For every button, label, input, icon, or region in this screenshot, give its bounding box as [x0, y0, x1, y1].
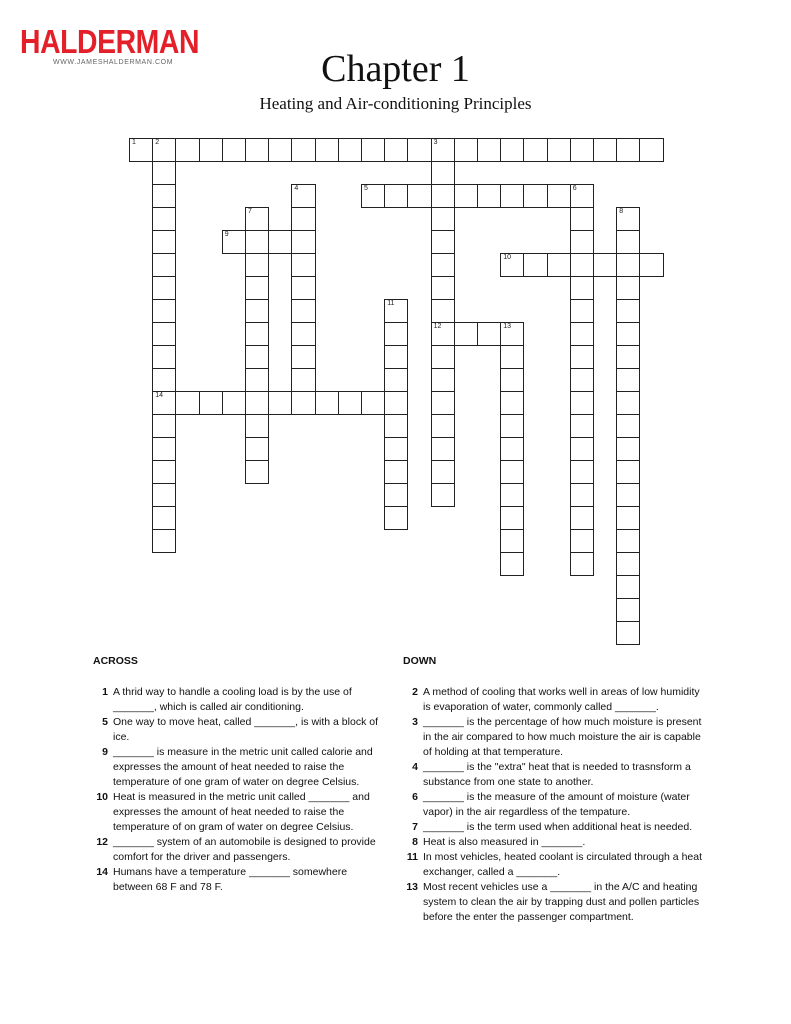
- crossword-cell[interactable]: [616, 345, 640, 369]
- clue-number: 1: [102, 686, 108, 698]
- clue-across-10: [93, 790, 383, 835]
- crossword-cell[interactable]: [500, 322, 524, 346]
- crossword-cell[interactable]: [570, 437, 594, 461]
- clue-text: _______ is the percentage of how much moisture is present in the air compared to how much moisture the air is capable of holding at that temperature.: [423, 716, 702, 758]
- clue-text: Most recent vehicles use a _______ in the A/C and heating system to clean the air by trapping dust and pollen particles before the enter the passenger compartment.: [423, 881, 700, 923]
- crossword-cell[interactable]: [547, 184, 571, 208]
- clue-down-8: [403, 835, 703, 850]
- crossword-cell[interactable]: [291, 138, 315, 162]
- crossword-cell[interactable]: [291, 391, 315, 415]
- crossword-cell[interactable]: [268, 230, 292, 254]
- page-title: Chapter 1: [321, 48, 470, 90]
- cell-number: 14: [155, 392, 163, 399]
- crossword-cell[interactable]: [384, 184, 408, 208]
- crossword-cell[interactable]: [152, 207, 176, 231]
- crossword-cell[interactable]: [454, 138, 478, 162]
- crossword-cell[interactable]: [291, 207, 315, 231]
- crossword-cell[interactable]: [616, 207, 640, 231]
- crossword-cell[interactable]: [152, 345, 176, 369]
- crossword-cell[interactable]: [431, 276, 455, 300]
- crossword-cell[interactable]: [570, 299, 594, 323]
- crossword-cell[interactable]: [152, 138, 176, 162]
- crossword-cell[interactable]: [547, 138, 571, 162]
- crossword-cell[interactable]: [616, 575, 640, 599]
- cell-number: 4: [294, 185, 299, 192]
- down-clues: [403, 655, 703, 925]
- crossword-cell[interactable]: [616, 276, 640, 300]
- crossword-cell[interactable]: [616, 437, 640, 461]
- crossword-cell[interactable]: [291, 368, 315, 392]
- crossword-cell[interactable]: [245, 253, 269, 277]
- crossword-cell[interactable]: [570, 184, 594, 208]
- clue-number: 10: [96, 791, 108, 803]
- crossword-cell[interactable]: [500, 529, 524, 553]
- clue-down-11: [403, 850, 703, 880]
- crossword-cell[interactable]: [616, 552, 640, 576]
- crossword-cell[interactable]: [477, 184, 501, 208]
- crossword-cell[interactable]: [431, 322, 455, 346]
- cell-number: 5: [364, 185, 368, 192]
- crossword-cell[interactable]: [175, 391, 199, 415]
- clue-across-1: [93, 685, 383, 715]
- clue-down-6: [403, 790, 703, 820]
- crossword-cell[interactable]: [500, 460, 524, 484]
- crossword-cell[interactable]: [152, 506, 176, 530]
- clue-text: _______ system of an automobile is designed to provide comfort for the driver and passengers.: [113, 836, 376, 863]
- crossword-cell[interactable]: [245, 345, 269, 369]
- cell-number: 11: [387, 300, 395, 307]
- crossword-cell[interactable]: [152, 253, 176, 277]
- crossword-cell[interactable]: [431, 299, 455, 323]
- crossword-cell[interactable]: [570, 230, 594, 254]
- crossword-cell[interactable]: [384, 414, 408, 438]
- clue-number: 12: [96, 836, 108, 848]
- crossword-cell[interactable]: [523, 184, 547, 208]
- clue-text: _______ is the term used when additional heat is needed.: [423, 821, 693, 833]
- crossword-cell[interactable]: [268, 138, 292, 162]
- crossword-cell[interactable]: [616, 506, 640, 530]
- clue-down-4: [403, 760, 703, 790]
- clue-across-5: [93, 715, 383, 745]
- crossword-cell[interactable]: [384, 437, 408, 461]
- crossword-cell[interactable]: [570, 391, 594, 415]
- crossword-cell[interactable]: [500, 552, 524, 576]
- crossword-cell[interactable]: [500, 138, 524, 162]
- crossword-cell[interactable]: [500, 184, 524, 208]
- crossword-cell[interactable]: [245, 138, 269, 162]
- crossword-cell[interactable]: [570, 483, 594, 507]
- crossword-cell[interactable]: [152, 322, 176, 346]
- crossword-cell[interactable]: [431, 184, 455, 208]
- clue-down-3: [403, 715, 703, 760]
- clue-text: Humans have a temperature _______ somewhere between 68 F and 78 F.: [113, 866, 348, 893]
- crossword-cell[interactable]: [431, 230, 455, 254]
- crossword-cell[interactable]: [407, 138, 431, 162]
- crossword-cell[interactable]: [361, 138, 385, 162]
- clue-across-12: [93, 835, 383, 865]
- crossword-cell[interactable]: [222, 230, 246, 254]
- crossword-cell[interactable]: [547, 253, 571, 277]
- clue-text: _______ is measure in the metric unit called calorie and expresses the amount of heat needed to raise the temperature of one gram of water on degree Celsius.: [113, 746, 373, 788]
- crossword-cell[interactable]: [500, 345, 524, 369]
- crossword-cell[interactable]: [616, 138, 640, 162]
- crossword-cell[interactable]: [500, 483, 524, 507]
- cell-number: 6: [572, 185, 577, 192]
- crossword-cell[interactable]: [431, 437, 455, 461]
- crossword-cell[interactable]: [245, 460, 269, 484]
- crossword-cell[interactable]: [291, 253, 315, 277]
- crossword-cell[interactable]: [152, 483, 176, 507]
- crossword-cell[interactable]: [616, 230, 640, 254]
- clue-number: 14: [96, 866, 108, 878]
- cell-number: 7: [248, 208, 252, 215]
- crossword-cell[interactable]: [500, 437, 524, 461]
- crossword-cell[interactable]: [500, 506, 524, 530]
- crossword-cell[interactable]: [570, 414, 594, 438]
- clue-number: 3: [412, 716, 418, 728]
- crossword-cell[interactable]: [384, 460, 408, 484]
- crossword-cell[interactable]: [222, 391, 246, 415]
- crossword-cell[interactable]: [523, 138, 547, 162]
- crossword-cell[interactable]: [500, 253, 524, 277]
- crossword-cell[interactable]: [384, 368, 408, 392]
- clue-number: 13: [406, 881, 418, 893]
- cell-number: 13: [503, 323, 511, 330]
- crossword-cell[interactable]: [152, 437, 176, 461]
- crossword-cell[interactable]: [570, 506, 594, 530]
- crossword-cell[interactable]: [245, 391, 269, 415]
- crossword-cell[interactable]: [431, 253, 455, 277]
- clue-text: Heat is measured in the metric unit called _______ and expresses the amount of heat needed to raise the temperature of on gram of water on degree Celsius.: [113, 791, 370, 833]
- crossword-cell[interactable]: [129, 138, 153, 162]
- crossword-cell[interactable]: [407, 184, 431, 208]
- crossword-cell[interactable]: [616, 414, 640, 438]
- clue-text: One way to move heat, called _______, is with a block of ice.: [113, 716, 378, 743]
- crossword-cell[interactable]: [570, 207, 594, 231]
- crossword-cell[interactable]: [616, 621, 640, 645]
- logo-wordmark: HALDERMAN: [20, 23, 200, 60]
- crossword-cell[interactable]: [245, 207, 269, 231]
- crossword-cell[interactable]: [477, 138, 501, 162]
- crossword-cell[interactable]: [245, 322, 269, 346]
- crossword-cell[interactable]: [384, 345, 408, 369]
- crossword-cell[interactable]: [570, 138, 594, 162]
- crossword-cell[interactable]: [454, 322, 478, 346]
- clue-text: _______ is the "extra" heat that is needed to trasnsform a substance from one state to another.: [423, 761, 691, 788]
- clue-across-9: [93, 745, 383, 790]
- cell-number: 9: [224, 231, 229, 238]
- crossword-cell[interactable]: [431, 345, 455, 369]
- crossword-cell[interactable]: [361, 184, 385, 208]
- cell-number: 3: [433, 139, 438, 146]
- crossword-cell[interactable]: [384, 391, 408, 415]
- crossword-cell[interactable]: [245, 437, 269, 461]
- crossword-cell[interactable]: [245, 414, 269, 438]
- crossword-cell[interactable]: [570, 322, 594, 346]
- crossword-cell[interactable]: [570, 460, 594, 484]
- clue-number: 2: [412, 686, 418, 698]
- crossword-cell[interactable]: [523, 253, 547, 277]
- crossword-cell[interactable]: [431, 391, 455, 415]
- across-clues: [93, 655, 383, 895]
- crossword-cell[interactable]: [570, 368, 594, 392]
- clue-across-14: [93, 865, 383, 895]
- crossword-cell[interactable]: [384, 506, 408, 530]
- crossword-cell[interactable]: [570, 276, 594, 300]
- crossword-cell[interactable]: [570, 253, 594, 277]
- down-heading: DOWN: [403, 655, 437, 667]
- clue-number: 9: [102, 746, 108, 758]
- cell-number: 12: [433, 323, 442, 330]
- crossword-cell[interactable]: [500, 368, 524, 392]
- clue-number: 7: [412, 821, 418, 833]
- crossword-cell[interactable]: [152, 414, 176, 438]
- crossword-cell[interactable]: [431, 414, 455, 438]
- crossword-cell[interactable]: [616, 322, 640, 346]
- crossword-cell[interactable]: [639, 253, 663, 277]
- clue-number: 8: [412, 836, 418, 848]
- crossword-cell[interactable]: [152, 460, 176, 484]
- clue-down-7: [403, 820, 703, 835]
- cell-number: 10: [503, 254, 511, 261]
- crossword-cell[interactable]: [616, 598, 640, 622]
- crossword-cell[interactable]: [152, 230, 176, 254]
- crossword-cell[interactable]: [384, 299, 408, 323]
- logo-website: WWW.JAMESHALDERMAN.COM: [53, 59, 174, 66]
- crossword-cell[interactable]: [338, 391, 362, 415]
- crossword-cell[interactable]: [570, 345, 594, 369]
- crossword-cell[interactable]: [431, 368, 455, 392]
- crossword-cell[interactable]: [616, 460, 640, 484]
- crossword-cell[interactable]: [245, 299, 269, 323]
- crossword-cell[interactable]: [570, 529, 594, 553]
- crossword-cell[interactable]: [431, 161, 455, 185]
- crossword-cell[interactable]: [384, 322, 408, 346]
- crossword-cell[interactable]: [222, 138, 246, 162]
- crossword-cell[interactable]: [384, 138, 408, 162]
- crossword-cell[interactable]: [152, 161, 176, 185]
- crossword-cell[interactable]: [315, 391, 339, 415]
- crossword-cell[interactable]: [431, 483, 455, 507]
- page-subtitle: Heating and Air-conditioning Principles: [259, 94, 532, 113]
- crossword-cell[interactable]: [431, 138, 455, 162]
- crossword-cell[interactable]: [454, 184, 478, 208]
- crossword-cell[interactable]: [291, 322, 315, 346]
- clue-number: 6: [412, 791, 418, 803]
- crossword-cell[interactable]: [152, 368, 176, 392]
- crossword-cell[interactable]: [291, 276, 315, 300]
- crossword-cell[interactable]: [338, 138, 362, 162]
- crossword-cell[interactable]: [291, 230, 315, 254]
- crossword-cell[interactable]: [384, 483, 408, 507]
- crossword-cell[interactable]: [616, 299, 640, 323]
- clue-text: In most vehicles, heated coolant is circulated through a heat exchanger, called a _______.: [423, 851, 702, 878]
- crossword-cell[interactable]: [152, 184, 176, 208]
- crossword-cell[interactable]: [616, 391, 640, 415]
- cell-number: 1: [132, 139, 136, 146]
- crossword-cell[interactable]: [616, 253, 640, 277]
- crossword-cell[interactable]: [500, 391, 524, 415]
- clue-down-2: [403, 685, 703, 715]
- crossword-cell[interactable]: [291, 184, 315, 208]
- crossword-cell[interactable]: [616, 529, 640, 553]
- crossword-cell[interactable]: [593, 138, 617, 162]
- crossword-cell[interactable]: [431, 207, 455, 231]
- clue-text: A method of cooling that works well in areas of low humidity is evaporation of water, commonly called _______.: [423, 686, 700, 713]
- clue-text: _______ is the measure of the amount of moisture (water vapor) in the air regardless of the tempature.: [423, 791, 690, 818]
- crossword-cell[interactable]: [152, 299, 176, 323]
- crossword-cell[interactable]: [361, 391, 385, 415]
- crossword-cell[interactable]: [291, 299, 315, 323]
- clue-number: 5: [102, 716, 108, 728]
- crossword-cell[interactable]: [477, 322, 501, 346]
- crossword-cell[interactable]: [245, 368, 269, 392]
- crossword-cell[interactable]: [315, 138, 339, 162]
- cell-number: 8: [619, 208, 624, 215]
- crossword-cell[interactable]: [291, 345, 315, 369]
- crossword-cell[interactable]: [431, 460, 455, 484]
- clue-down-13: [403, 880, 703, 925]
- crossword-cell[interactable]: [616, 368, 640, 392]
- crossword-cell[interactable]: [152, 391, 176, 415]
- crossword-cell[interactable]: [245, 276, 269, 300]
- crossword-cell[interactable]: [152, 276, 176, 300]
- crossword-cell[interactable]: [593, 253, 617, 277]
- crossword-cell[interactable]: [245, 230, 269, 254]
- crossword-cell[interactable]: [175, 138, 199, 162]
- crossword-cell[interactable]: [500, 414, 524, 438]
- crossword-cell[interactable]: [639, 138, 663, 162]
- crossword-cell[interactable]: [616, 483, 640, 507]
- clue-text: Heat is also measured in _______.: [423, 836, 586, 848]
- crossword-cell[interactable]: [268, 391, 292, 415]
- clue-text: A thrid way to handle a cooling load is by the use of _______, which is called air conditioning.: [113, 686, 352, 713]
- crossword-cell[interactable]: [570, 552, 594, 576]
- across-heading: ACROSS: [93, 655, 138, 667]
- crossword-cell[interactable]: [199, 391, 223, 415]
- cell-number: 2: [155, 139, 160, 146]
- crossword-cell[interactable]: [152, 529, 176, 553]
- crossword-cell[interactable]: [199, 138, 223, 162]
- clue-number: 11: [406, 851, 418, 863]
- clue-number: 4: [412, 761, 418, 773]
